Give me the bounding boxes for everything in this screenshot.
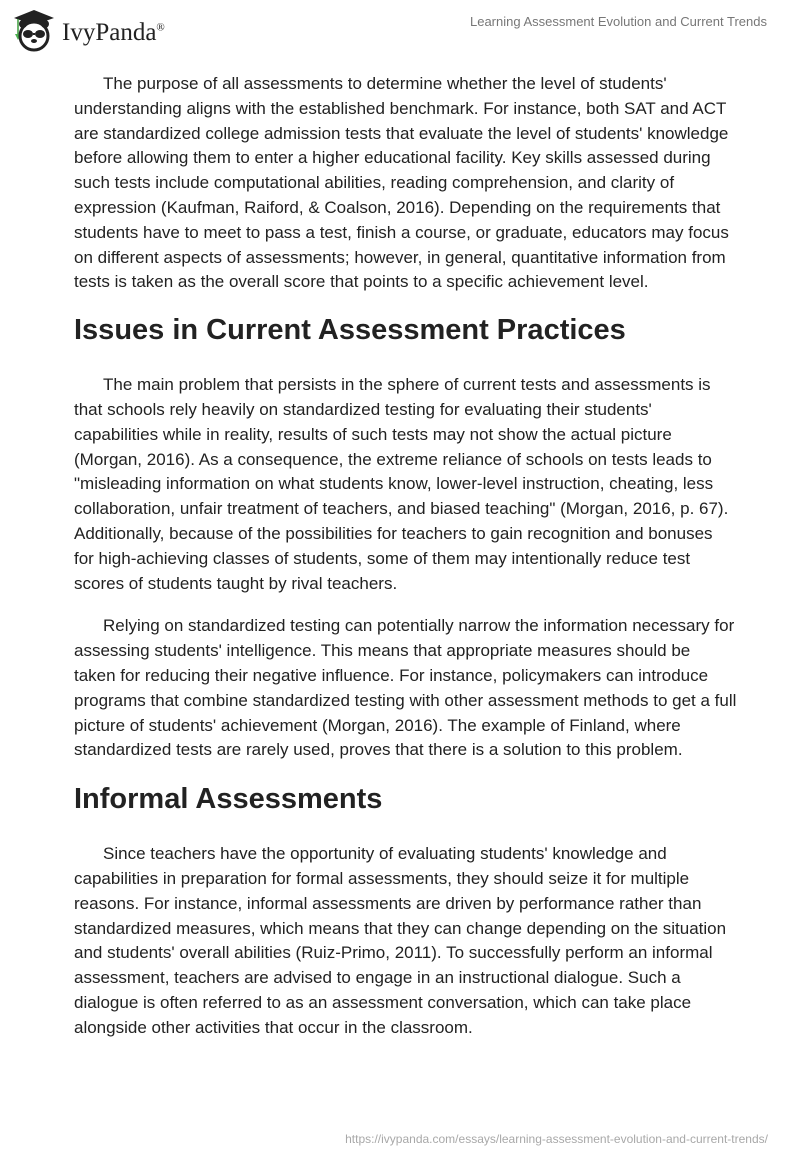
source-url[interactable]: https://ivypanda.com/essays/learning-assessment-evolution-and-current-trends/ (345, 1132, 768, 1146)
text-line: (Morgan, 2016). As a consequence, the extreme reliance of schools on tests leads to (74, 449, 712, 469)
text-line: picture of students' achievement (Morgan, 2016). The example of Finland, where (74, 715, 681, 735)
text-line: capabilities while in reality, results of such tests may not show the actual picture (74, 424, 672, 444)
text-line: scores of students taught by rival teachers. (74, 573, 398, 593)
text-line: The main problem that persists in the sphere of current tests and assessments is (103, 375, 711, 395)
paragraph (74, 614, 737, 763)
text-line: are standardized college admission tests that evaluate the level of students' knowledge (74, 123, 729, 143)
text-line: and students' overall abilities (Ruiz-Primo, 2011). To successfully perform an informal (74, 943, 713, 963)
text-line: standardized measures, which means that they can change depending on the situation (74, 918, 727, 938)
paragraph (74, 373, 734, 596)
essay-body (74, 72, 737, 1041)
text-line: for high-achieving classes of students, some of them may intentionally reduce test (74, 548, 691, 568)
text-line: capabilities in preparation for formal assessments, they should seize it for multiple (74, 868, 690, 888)
text-line: alongside other activities that occur in the classroom. (74, 1017, 473, 1037)
text-line: expression (Kaufman, Raiford, & Coalson, 2016). Depending on the requirements that (74, 197, 721, 217)
paragraph (74, 72, 734, 295)
text-line: programs that combine standardized testing with other assessment methods to get a full (74, 690, 737, 710)
text-line: Since teachers have the opportunity of evaluating students' knowledge and (103, 844, 667, 864)
text-line: Relying on standardized testing can potentially narrow the information necessary for (103, 616, 735, 636)
text-line: "misleading information on what students know, lower-level instruction, cheating, less (74, 474, 714, 494)
section-heading: Issues in Current Assessment Practices (74, 314, 626, 347)
text-line: dialogue is often referred to as an assessment conversation, which can take place (74, 992, 692, 1012)
document-title: Learning Assessment Evolution and Current Trends (469, 14, 767, 29)
text-line: students have to meet to pass a test, finish a course, or graduate, educators may focus (74, 222, 729, 242)
text-line: understanding aligns with the established benchmark. For instance, both SAT and ACT (74, 98, 727, 118)
text-line: Additionally, because of the possibilities for teachers to gain recognition and bonuses (74, 523, 713, 543)
section-heading: Informal Assessments (74, 783, 383, 816)
ivypanda-logo[interactable] (12, 8, 165, 52)
logo-text: IvyPanda® (62, 19, 165, 46)
text-line: before allowing them to enter a higher educational facility. Key skills assessed during (74, 148, 711, 168)
text-line: The purpose of all assessments to determine whether the level of students' (103, 74, 667, 93)
text-line: tests is taken as the overall score that points to a specific achievement level. (74, 272, 649, 292)
text-line: on different aspects of assessments; however, in general, quantitative information from (74, 247, 726, 267)
text-line: taken for reducing their negative influence. For instance, policymakers can introduce (74, 665, 709, 685)
panda-graduate-icon (12, 8, 56, 52)
text-line: standardized tests are rarely used, proves that there is a solution to this problem. (74, 740, 683, 760)
paragraph (74, 842, 734, 1040)
text-line: reasons. For instance, informal assessments are driven by performance rather than (74, 893, 702, 913)
text-line: assessing students' intelligence. This means that appropriate measures should be (74, 641, 691, 661)
text-line: that schools rely heavily on standardized testing for evaluating their students' (74, 399, 652, 419)
text-line: collaboration, unfair treatment of teachers, and biased teaching" (Morgan, 2016, p. 67). (74, 499, 729, 519)
text-line: such tests include computational abilities, reading comprehension, and clarity of (74, 173, 675, 193)
text-line: assessment, teachers are advised to engage in an instructional dialogue. Such a (74, 968, 681, 988)
